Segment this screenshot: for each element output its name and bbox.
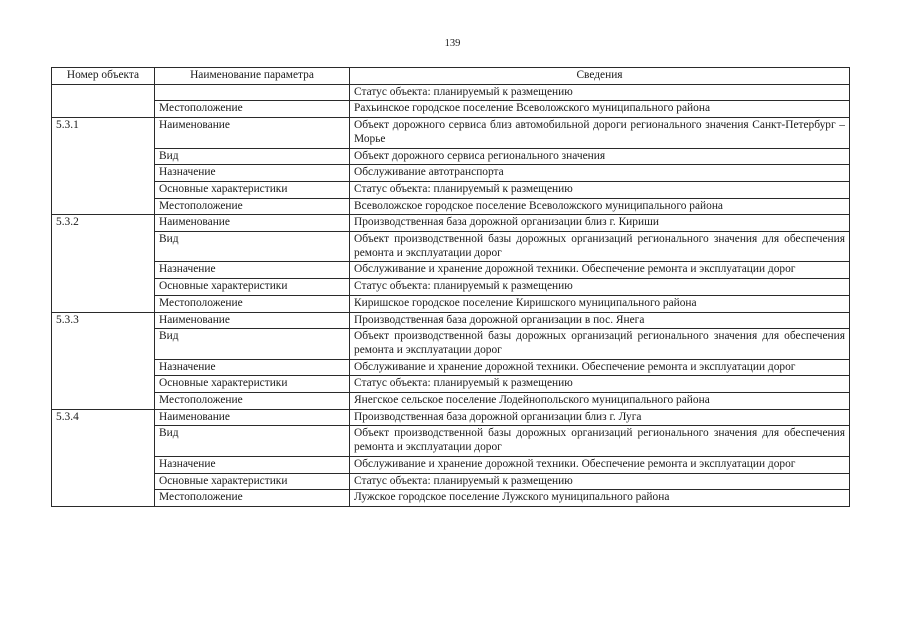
object-number-cell [52,198,155,215]
object-number-cell: 5.3.3 [52,312,155,329]
object-number-cell [52,376,155,393]
object-number-cell [52,473,155,490]
object-number-cell [52,456,155,473]
parameter-name-cell: Назначение [155,359,350,376]
table-row [52,84,850,101]
table-row [52,165,850,182]
object-number-cell [52,165,155,182]
header-details: Сведения [350,68,850,85]
table-row [52,262,850,279]
parameter-name-cell: Вид [155,426,350,456]
details-cell: Объект производственной базы дорожных организаций регионального значения для обеспечения ремонта и эксплуатации дорог [350,329,850,359]
details-cell: Производственная база дорожной организации в пос. Янега [350,312,850,329]
table-row [52,490,850,507]
table-row [52,198,850,215]
parameter-name-cell: Основные характеристики [155,473,350,490]
details-cell: Объект производственной базы дорожных организаций регионального значения для обеспечения ремонта и эксплуатации дорог [350,232,850,262]
object-number-cell [52,148,155,165]
details-cell: Янегское сельское поселение Лодейнопольского муниципального района [350,393,850,410]
object-number-cell: 5.3.4 [52,409,155,426]
table-row [52,329,850,359]
object-number-cell [52,262,155,279]
page-number: 139 [444,38,461,49]
table-row [52,118,850,148]
table-row [52,148,850,165]
parameter-name-cell: Основные характеристики [155,181,350,198]
object-number-cell [52,426,155,456]
table-row [52,393,850,410]
object-number-cell [52,295,155,312]
parameter-name-cell: Назначение [155,262,350,279]
parameter-name-cell: Местоположение [155,490,350,507]
table-row [52,359,850,376]
parameter-name-cell: Вид [155,148,350,165]
object-number-cell: 5.3.2 [52,215,155,232]
parameter-name-cell: Вид [155,329,350,359]
table-row [52,181,850,198]
object-number-cell [52,232,155,262]
objects-table [51,67,850,507]
details-cell: Статус объекта: планируемый к размещению [350,473,850,490]
table-row [52,215,850,232]
object-number-cell [52,359,155,376]
table-row [52,456,850,473]
parameter-name-cell: Наименование [155,312,350,329]
details-cell: Обслуживание и хранение дорожной техники. Обеспечение ремонта и эксплуатации дорог [350,262,850,279]
object-number-cell [52,490,155,507]
table-header-row [52,68,850,85]
parameter-name-cell: Местоположение [155,393,350,410]
details-cell: Статус объекта: планируемый к размещению [350,279,850,296]
details-cell: Статус объекта: планируемый к размещению [350,376,850,393]
parameter-name-cell: Основные характеристики [155,376,350,393]
parameter-name-cell: Основные характеристики [155,279,350,296]
header-parameter-name: Наименование параметра [155,68,350,85]
parameter-name-cell: Местоположение [155,295,350,312]
object-number-cell [52,329,155,359]
parameter-name-cell: Наименование [155,118,350,148]
parameter-name-cell: Назначение [155,456,350,473]
details-cell: Обслуживание и хранение дорожной техники. Обеспечение ремонта и эксплуатации дорог [350,456,850,473]
details-cell: Производственная база дорожной организации близ г. Луга [350,409,850,426]
parameter-name-cell [155,84,350,101]
object-number-cell [52,181,155,198]
details-cell: Статус объекта: планируемый к размещению [350,181,850,198]
parameter-name-cell: Вид [155,232,350,262]
parameter-name-cell: Наименование [155,215,350,232]
parameter-name-cell: Наименование [155,409,350,426]
parameter-name-cell: Назначение [155,165,350,182]
details-cell: Всеволожское городское поселение Всеволожского муниципального района [350,198,850,215]
table-body [52,84,850,506]
object-number-cell [52,84,155,101]
details-cell: Объект дорожного сервиса близ автомобильной дороги регионального значения Санкт-Петербург – Морье [350,118,850,148]
object-number-cell: 5.3.1 [52,118,155,148]
details-cell: Киришское городское поселение Киришского муниципального района [350,295,850,312]
table-row [52,232,850,262]
details-cell: Объект дорожного сервиса регионального значения [350,148,850,165]
details-cell: Объект производственной базы дорожных организаций регионального значения для обеспечения ремонта и эксплуатации дорог [350,426,850,456]
object-number-cell [52,393,155,410]
details-cell: Рахьинское городское поселение Всеволожского муниципального района [350,101,850,118]
object-number-cell [52,279,155,296]
table-row [52,295,850,312]
table-row [52,279,850,296]
header-object-number: Номер объекта [52,68,155,85]
details-cell: Обслуживание автотранспорта [350,165,850,182]
details-cell: Производственная база дорожной организации близ г. Кириши [350,215,850,232]
details-cell: Лужское городское поселение Лужского муниципального района [350,490,850,507]
table-row [52,409,850,426]
table-row [52,426,850,456]
parameter-name-cell: Местоположение [155,198,350,215]
details-cell: Статус объекта: планируемый к размещению [350,84,850,101]
table-row [52,312,850,329]
table-row [52,376,850,393]
parameter-name-cell: Местоположение [155,101,350,118]
details-cell: Обслуживание и хранение дорожной техники. Обеспечение ремонта и эксплуатации дорог [350,359,850,376]
table-row [52,101,850,118]
object-number-cell [52,101,155,118]
table-row [52,473,850,490]
